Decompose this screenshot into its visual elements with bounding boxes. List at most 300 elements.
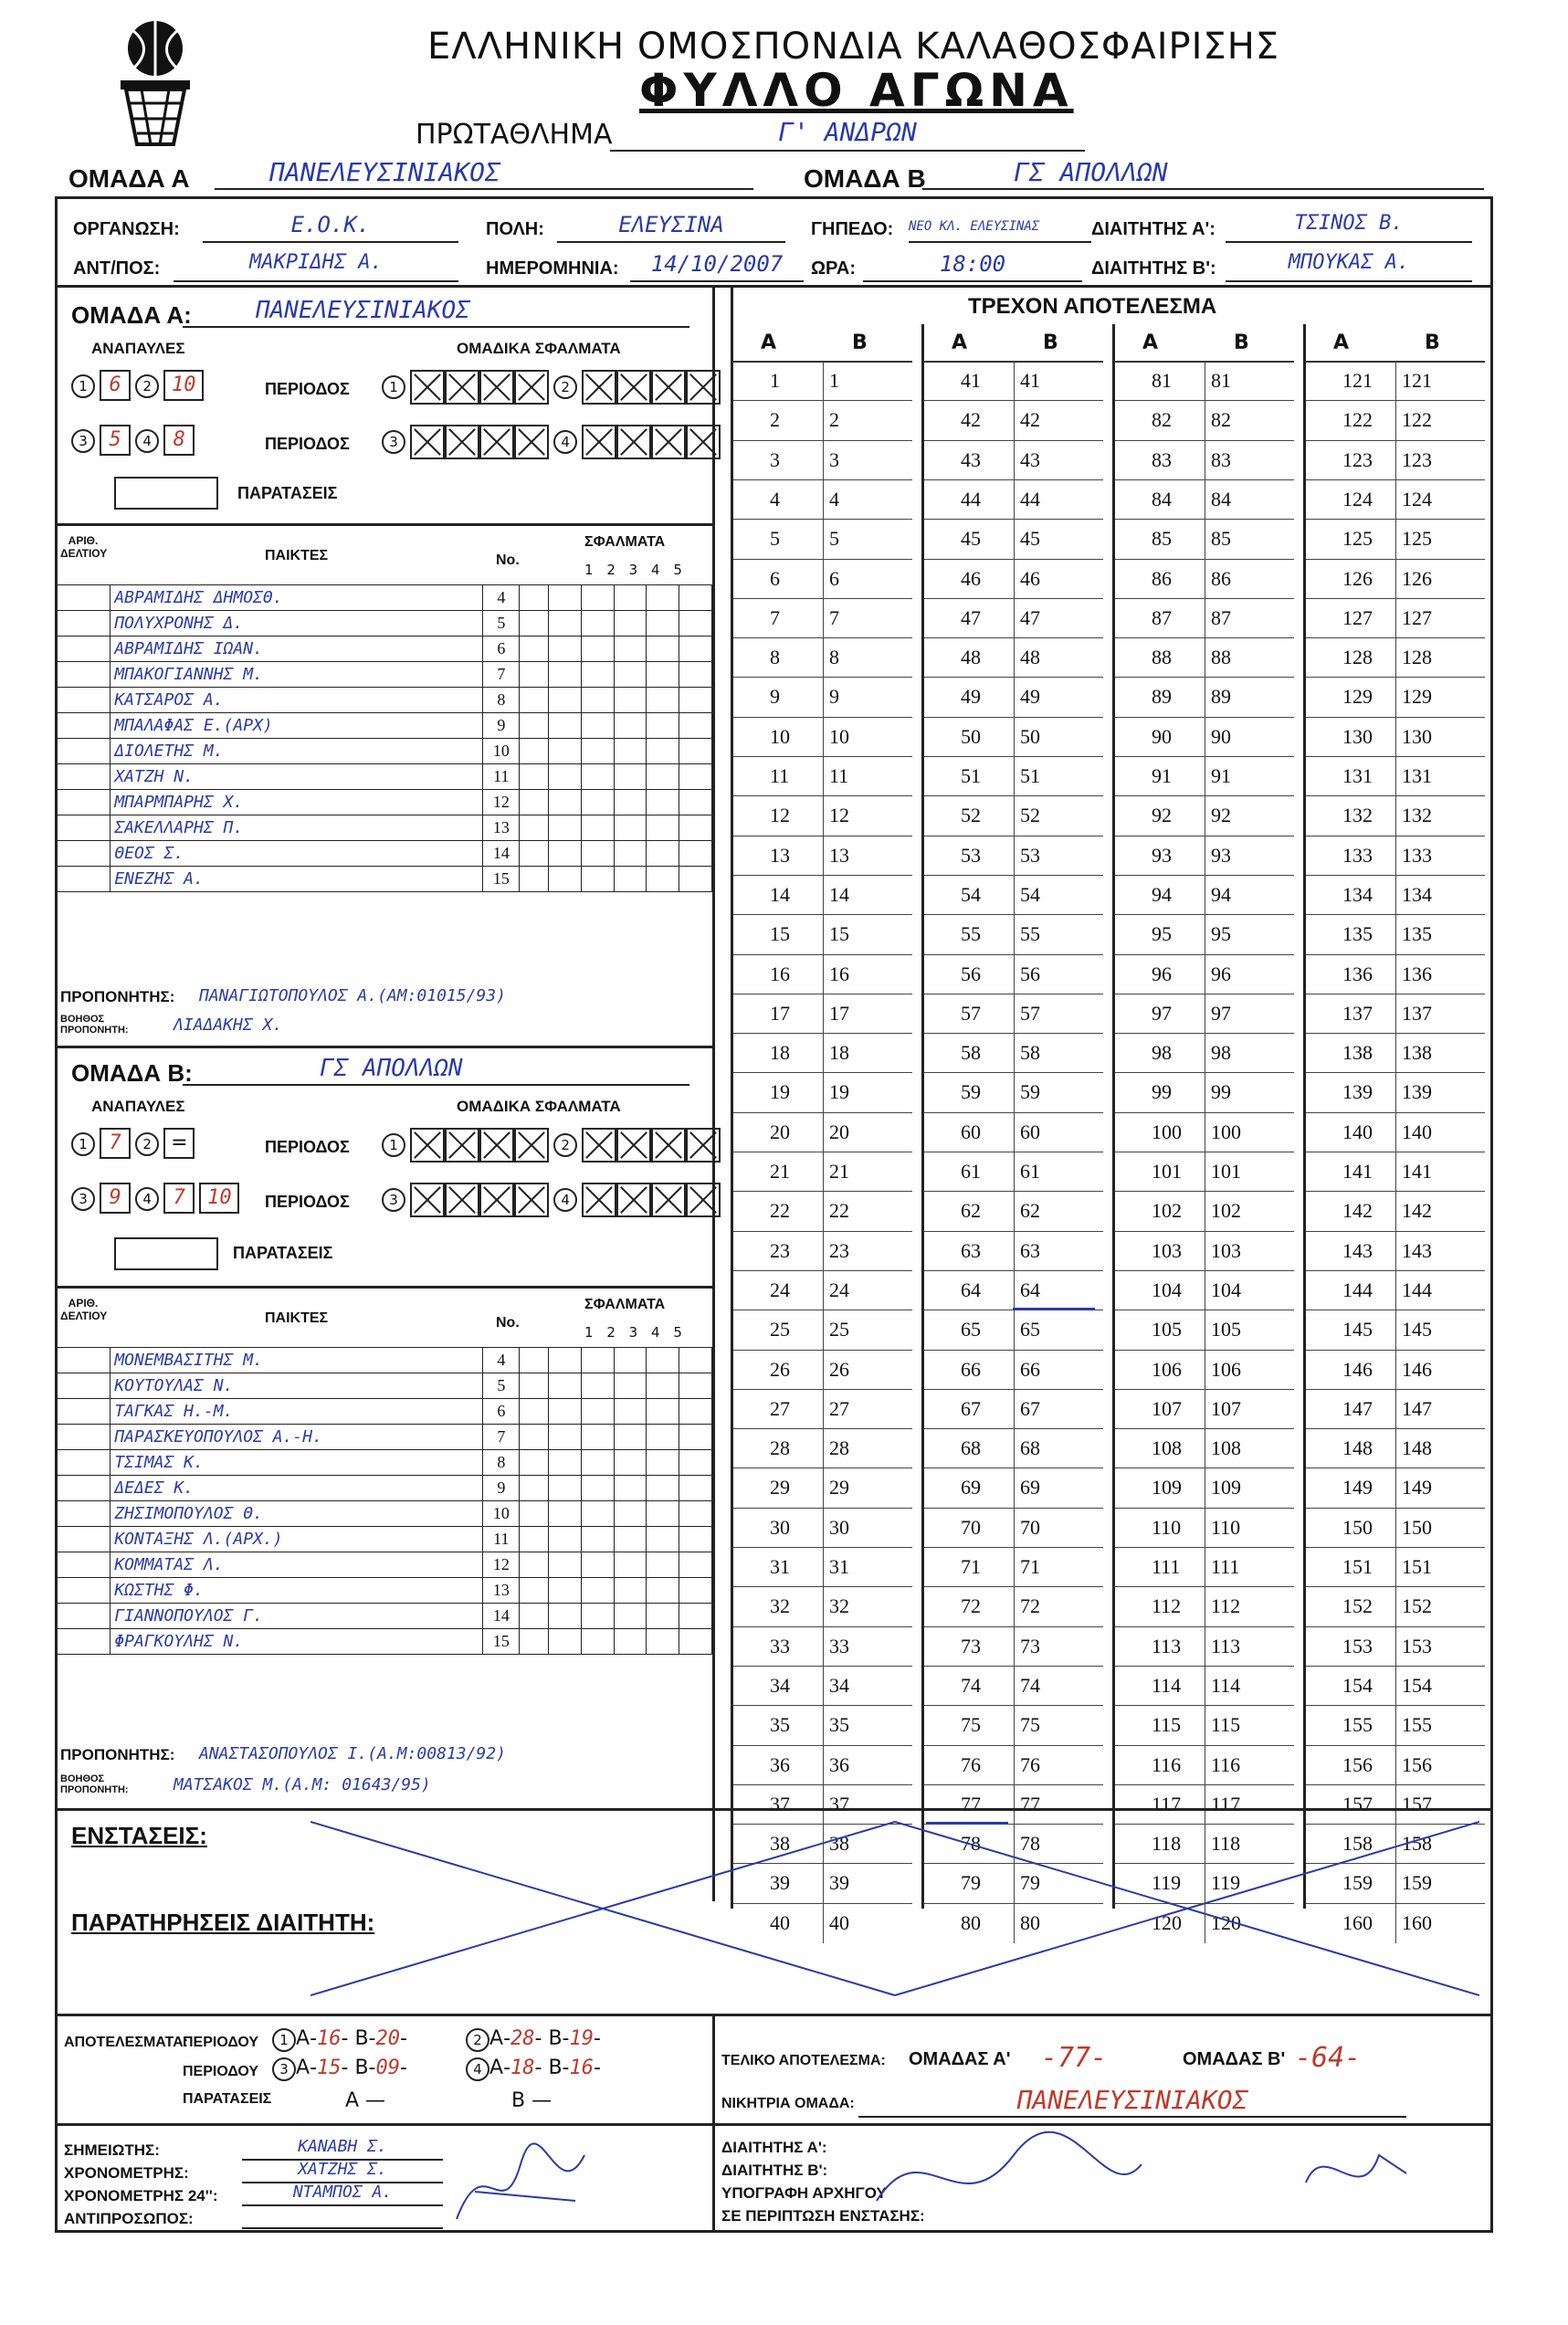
foul-cell (581, 841, 614, 867)
foul-cell (581, 1629, 614, 1655)
foul-cell (647, 585, 679, 611)
score-b-num: 99 (1211, 1080, 1231, 1104)
divider (55, 2014, 1493, 2016)
score-a-num: 18 (770, 1041, 790, 1065)
score-b-num: 131 (1402, 764, 1432, 787)
foul-cell (581, 1348, 614, 1373)
team-b-timeouts-row2 (71, 1183, 239, 1214)
score-b-num: 16 (829, 962, 849, 985)
divider (55, 1808, 1493, 1811)
score-a-num: 120 (1152, 1910, 1182, 1934)
score-b-num: 103 (1211, 1238, 1241, 1262)
foul-cell (647, 1373, 679, 1399)
score-a-num: 33 (770, 1634, 790, 1657)
foul-cell (679, 1552, 712, 1578)
score-row (733, 795, 912, 836)
score-b-num: 39 (829, 1871, 849, 1895)
score-row (733, 756, 912, 796)
divider-vertical (712, 285, 715, 1901)
team-b-coach: ΑΝΑΣΤΑΣΟΠΟΥΛΟΣ Ι.(Α.Μ:00813/92) (199, 1744, 506, 1763)
period-3-result: 3 Α-15- Β-09- (272, 2057, 407, 2081)
team-a-players-table (55, 584, 712, 892)
score-row (1115, 1428, 1294, 1468)
foul-cell (647, 713, 679, 739)
col-a-header: Α (1333, 331, 1350, 354)
period-label: ΠΕΡΙΟΔΟΣ (265, 435, 350, 453)
score-row (733, 1428, 912, 1468)
score-b-num: 141 (1402, 1160, 1432, 1183)
foul-cell (647, 739, 679, 764)
score-row (733, 1666, 912, 1706)
player-name: ΜΠΑΡΜΠΑΡΗΣ Χ. (110, 790, 483, 815)
score-b-num: 113 (1211, 1634, 1241, 1657)
player-number: 7 (483, 1425, 520, 1450)
played-cell (520, 1552, 549, 1578)
foul-cell (581, 739, 614, 764)
score-a-num: 4 (770, 487, 780, 510)
score-a-num: 158 (1342, 1832, 1373, 1856)
license-cell (56, 1476, 110, 1501)
license-cell (56, 1425, 110, 1450)
results-label: ΑΠΟΤΕΛΕΣΜΑΤΑ: (64, 2035, 188, 2050)
score-a-num: 32 (770, 1594, 790, 1618)
score-a-num: 61 (961, 1160, 981, 1183)
timeout-index: 1 (71, 374, 95, 398)
score-b-num: 51 (1020, 764, 1040, 787)
player-number: 13 (483, 1578, 520, 1604)
player-number: 8 (483, 1450, 520, 1476)
played-cell (520, 1476, 549, 1501)
team-a-label: ΟΜΑΔΑ Α (68, 164, 190, 193)
license-cell (56, 1399, 110, 1425)
license-cell (56, 1578, 110, 1604)
foul-cell (614, 1450, 647, 1476)
foul-cell (548, 764, 581, 790)
score-a-num: 139 (1342, 1080, 1373, 1104)
played-cell (520, 688, 549, 713)
team-b-assistant-label: ΒΟΗΘΟΣ ΠΡΟΠΟΝΗΤΗ: (60, 1773, 129, 1795)
score-a-num: 132 (1342, 804, 1373, 827)
score-b-num: 145 (1402, 1318, 1432, 1341)
score-column (921, 324, 1103, 1934)
score-row (1306, 1547, 1485, 1587)
score-row (1115, 559, 1294, 599)
score-row (1115, 994, 1294, 1034)
score-row (1115, 479, 1294, 520)
score-b-num: 6 (829, 566, 839, 590)
player-name: ΓΙΑΝΝΟΠΟΥΛΟΣ Γ. (110, 1604, 483, 1629)
rep-line (242, 2205, 443, 2229)
score-b-num: 55 (1020, 922, 1040, 946)
score-row (1306, 1072, 1485, 1112)
timeout-index: 3 (71, 429, 95, 453)
divider (55, 285, 1493, 288)
player-row (56, 841, 712, 867)
score-a-num: 75 (961, 1713, 981, 1737)
score-row (1306, 756, 1485, 796)
score-a-num: 102 (1152, 1199, 1182, 1223)
team-a-section-name: ΠΑΝΕΛΕΥΣΙΝΙΑΚΟΣ (183, 297, 689, 328)
score-b-num: 42 (1020, 408, 1040, 432)
foul-cell (647, 867, 679, 892)
score-b-num: 34 (829, 1673, 849, 1697)
foul-cell (581, 867, 614, 892)
score-row (733, 1745, 912, 1785)
championship-label: ΠΡΩΤΑΘΛΗΜΑ (416, 119, 613, 151)
foul-cell (548, 815, 581, 841)
played-cell (520, 739, 549, 764)
score-b-num: 53 (1020, 843, 1040, 867)
foul-cell (614, 1476, 647, 1501)
player-number: 5 (483, 1373, 520, 1399)
score-a-num: 1 (770, 369, 780, 392)
player-name: ΣΑΚΕΛΛΑΡΗΣ Π. (110, 815, 483, 841)
foul-cell (679, 1425, 712, 1450)
score-a-num: 17 (770, 1001, 790, 1025)
score-row (924, 1072, 1103, 1112)
score-row (1115, 717, 1294, 757)
score-row (924, 1033, 1103, 1073)
score-a-num: 9 (770, 685, 780, 709)
score-a-num: 118 (1152, 1832, 1182, 1856)
score-b-num: 111 (1211, 1555, 1240, 1578)
score-a-num: 127 (1342, 605, 1373, 629)
col-a-header: Α (761, 331, 777, 354)
played-cell (520, 1501, 549, 1527)
license-cell (56, 636, 110, 662)
score-a-num: 90 (1152, 724, 1172, 748)
score-a-num: 93 (1152, 843, 1172, 867)
score-row (1306, 559, 1485, 599)
score-row (1115, 1231, 1294, 1271)
score-a-num: 98 (1152, 1041, 1172, 1065)
score-column-header (1306, 324, 1485, 363)
foul-cell (548, 1578, 581, 1604)
score-row (1115, 1389, 1294, 1429)
score-a-num: 60 (961, 1120, 981, 1143)
period-1-result: 1 Α-16- Β-20- (272, 2027, 407, 2052)
score-b-num: 19 (829, 1080, 849, 1104)
foul-cell (548, 1399, 581, 1425)
federation-title: ΕΛΛΗΝΙΚΗ ΟΜΟΣΠΟΝΔΙΑ ΚΑΛΑΘΟΣΦΑΙΡΙΣΗΣ (427, 26, 1280, 68)
foul-cell (614, 1399, 647, 1425)
score-a-num: 106 (1152, 1357, 1182, 1381)
ref1-value: ΤΣΙΝΟΣ Β. (1226, 212, 1472, 243)
score-b-num: 48 (1020, 646, 1040, 669)
score-row (924, 400, 1103, 440)
foul-cell (647, 611, 679, 636)
score-b-num: 17 (829, 1001, 849, 1025)
score-a-num: 47 (961, 605, 981, 629)
fouls-header: ΣΦΑΛΜΑΤΑ (584, 534, 666, 550)
score-a-num: 81 (1152, 369, 1172, 392)
score-a-num: 64 (961, 1278, 981, 1301)
score-row (733, 1072, 912, 1112)
played-cell (520, 713, 549, 739)
score-row (733, 836, 912, 876)
foul-cell (679, 739, 712, 764)
overtime-label: ΠΑΡΑΤΑΣΕΙΣ (183, 2091, 272, 2107)
score-b-num: 150 (1402, 1515, 1432, 1539)
score-row (1115, 1270, 1294, 1310)
score-a-num: 146 (1342, 1357, 1373, 1381)
score-a-num: 65 (961, 1318, 981, 1341)
timeout-box: 5 (100, 425, 131, 456)
shot-clock-value: ΝΤΑΜΠΟΣ Α. (242, 2183, 443, 2206)
ref-b-sign-label: ΔΙΑΙΤΗΤΗΣ Β': (721, 2162, 828, 2179)
foul-cell (647, 1399, 679, 1425)
score-b-num: 133 (1402, 843, 1432, 867)
timeouts-label: ΑΝΑΠΑΥΛΕΣ (91, 340, 185, 357)
score-a-num: 11 (770, 764, 790, 787)
score-b-num: 92 (1211, 804, 1231, 827)
score-a-num: 21 (770, 1160, 790, 1183)
score-row (1115, 795, 1294, 836)
player-name: ΚΟΝΤΑΞΗΣ Λ.(ΑΡΧ.) (110, 1527, 483, 1552)
team-b-fouls-p3-p4: 3 4 (382, 1183, 721, 1217)
foul-cell (581, 662, 614, 688)
player-name: ΠΟΛΥΧΡΟΝΗΣ Δ. (110, 611, 483, 636)
foul-cell (581, 1604, 614, 1629)
score-b-num: 50 (1020, 724, 1040, 748)
winner-value: ΠΑΝΕΛΕΥΣΙΝΙΑΚΟΣ (858, 2085, 1406, 2118)
score-b-num: 153 (1402, 1634, 1432, 1657)
foul-cell (581, 611, 614, 636)
score-a-num: 69 (961, 1476, 981, 1499)
team-b-section-label: ΟΜΑΔΑ Β: (71, 1059, 193, 1087)
score-row (924, 1270, 1103, 1310)
score-row (1306, 1705, 1485, 1745)
score-b-num: 159 (1402, 1871, 1432, 1895)
score-row (1115, 1666, 1294, 1706)
score-a-num: 59 (961, 1080, 981, 1104)
scorer-label: ΣΗΜΕΙΩΤΗΣ: (64, 2141, 160, 2159)
score-a-num: 43 (961, 447, 981, 471)
score-b-num: 139 (1402, 1080, 1432, 1104)
ref2-label: ΔΙΑΙΤΗΤΗΣ Β': (1091, 258, 1216, 279)
played-cell (520, 1578, 549, 1604)
no-header: No. (496, 552, 520, 568)
played-cell (520, 1399, 549, 1425)
score-b-num: 124 (1402, 487, 1432, 510)
score-row (1115, 1626, 1294, 1667)
score-row (1115, 1745, 1294, 1785)
score-b-num: 57 (1020, 1001, 1040, 1025)
score-row (1306, 440, 1485, 480)
foul-cell (548, 1348, 581, 1373)
score-row (1306, 1745, 1485, 1785)
score-row (924, 1428, 1103, 1468)
score-b-num: 59 (1020, 1080, 1040, 1104)
player-row (56, 1348, 712, 1373)
timer-label: ΧΡΟΝΟΜΕΤΡΗΣ: (64, 2164, 189, 2182)
score-b-num: 62 (1020, 1199, 1040, 1223)
score-b-num: 78 (1020, 1832, 1040, 1856)
timeout-index: 2 (135, 374, 159, 398)
foul-cell (548, 1425, 581, 1450)
foul-cell (679, 1476, 712, 1501)
score-b-num: 58 (1020, 1041, 1040, 1065)
score-a-num: 5 (770, 527, 780, 551)
city-value: ΕΛΕΥΣΙΝΑ (557, 212, 785, 243)
score-row (924, 1191, 1103, 1231)
score-b-num: 100 (1211, 1120, 1241, 1143)
license-cell (56, 1373, 110, 1399)
score-b-num: 90 (1211, 724, 1231, 748)
score-row (1306, 1389, 1485, 1429)
player-number: 7 (483, 662, 520, 688)
score-row (1306, 1152, 1485, 1192)
score-b-num: 35 (829, 1713, 849, 1737)
score-a-num: 155 (1342, 1713, 1373, 1737)
score-b-num: 110 (1211, 1515, 1241, 1539)
foul-cell (679, 688, 712, 713)
score-row (1115, 836, 1294, 876)
score-a-num: 91 (1152, 764, 1172, 787)
players-header: ΠΑΙΚΤΕΣ (265, 1310, 329, 1326)
score-row (924, 1350, 1103, 1390)
played-cell (520, 1373, 549, 1399)
timeout-box: 7 (100, 1128, 131, 1159)
score-b-num: 12 (829, 804, 849, 827)
score-a-num: 49 (961, 685, 981, 709)
score-a-num: 128 (1342, 646, 1373, 669)
score-b-num: 67 (1020, 1396, 1040, 1420)
score-a-num: 94 (1152, 882, 1172, 906)
foul-cell (581, 1399, 614, 1425)
score-row (1306, 717, 1485, 757)
score-row (1115, 1350, 1294, 1390)
score-b-num: 46 (1020, 566, 1040, 590)
score-b-num: 10 (829, 724, 849, 748)
foul-cell (614, 1501, 647, 1527)
player-name: ΚΩΣΤΗΣ Φ. (110, 1578, 483, 1604)
foul-cell (647, 1450, 679, 1476)
player-name: ΜΟΝΕΜΒΑΣΙΤΗΣ Μ. (110, 1348, 483, 1373)
score-row (1306, 1270, 1485, 1310)
protests-label: ΕΝΣΤΑΣΕΙΣ: (71, 1822, 207, 1849)
player-name: ΠΑΡΑΣΚΕΥΟΠΟΥΛΟΣ Α.-Η. (110, 1425, 483, 1450)
score-row (924, 519, 1103, 559)
foul-cell (679, 841, 712, 867)
player-number: 13 (483, 815, 520, 841)
score-b-num: 8 (829, 646, 839, 669)
score-row (924, 1666, 1103, 1706)
score-a-num: 13 (770, 843, 790, 867)
played-cell (520, 662, 549, 688)
score-a-num: 52 (961, 804, 981, 827)
score-b-num: 30 (829, 1515, 849, 1539)
score-b-num: 1 (829, 369, 839, 392)
timeout-box: 10 (163, 370, 204, 401)
score-a-num: 50 (961, 724, 981, 748)
signature (447, 2137, 594, 2237)
score-a-num: 108 (1152, 1436, 1182, 1460)
score-b-num: 83 (1211, 447, 1231, 471)
foul-cell (647, 1476, 679, 1501)
score-a-num: 111 (1152, 1555, 1181, 1578)
player-row (56, 867, 712, 892)
score-row (1306, 1586, 1485, 1626)
foul-numbers: 1 2 3 4 5 (584, 1324, 682, 1341)
score-row (924, 1468, 1103, 1508)
organizer-value: Ε.Ο.Κ. (203, 212, 458, 243)
score-row (733, 1508, 912, 1548)
team-a-value: ΠΑΝΕΛΕΥΣΙΝΙΑΚΟΣ (215, 157, 753, 190)
score-b-num: 98 (1211, 1041, 1231, 1065)
score-a-num: 23 (770, 1238, 790, 1262)
score-row (924, 1745, 1103, 1785)
player-name: ΑΒΡΑΜΙΔΗΣ ΙΩΑΝ. (110, 636, 483, 662)
score-row (924, 361, 1103, 401)
col-b-header: Β (1425, 331, 1440, 354)
score-a-num: 77 (961, 1792, 981, 1815)
score-a-num: 8 (770, 646, 780, 669)
player-number: 10 (483, 1501, 520, 1527)
player-name: ΜΠΑΛΑΦΑΣ Ε.(ΑΡΧ) (110, 713, 483, 739)
score-row (924, 1231, 1103, 1271)
score-b-num: 114 (1211, 1673, 1241, 1697)
score-a-num: 10 (770, 724, 790, 748)
score-row (924, 559, 1103, 599)
player-row (56, 688, 712, 713)
foul-cell (647, 764, 679, 790)
score-column-header (924, 324, 1103, 363)
score-row (1306, 1310, 1485, 1350)
timeouts-label: ΑΝΑΠΑΥΛΕΣ (91, 1098, 185, 1115)
score-b-num: 104 (1211, 1278, 1241, 1301)
player-row (56, 1425, 712, 1450)
divider (55, 1046, 712, 1048)
score-row (1306, 836, 1485, 876)
license-cell (56, 841, 110, 867)
score-row (924, 954, 1103, 994)
score-b-num: 68 (1020, 1436, 1040, 1460)
score-a-num: 134 (1342, 882, 1373, 906)
score-row (1115, 1152, 1294, 1192)
score-row (1306, 1112, 1485, 1152)
score-a-num: 42 (961, 408, 981, 432)
score-row (1115, 1072, 1294, 1112)
score-b-num: 105 (1211, 1318, 1241, 1341)
score-row (733, 1191, 912, 1231)
score-b-num: 93 (1211, 843, 1231, 867)
score-a-num: 38 (770, 1832, 790, 1856)
score-column (1112, 324, 1294, 1934)
score-a-num: 88 (1152, 646, 1172, 669)
player-row (56, 713, 712, 739)
player-number: 12 (483, 790, 520, 815)
score-a-num: 124 (1342, 487, 1373, 510)
score-b-num: 157 (1402, 1792, 1432, 1815)
foul-cell (581, 1476, 614, 1501)
score-a-num: 112 (1152, 1594, 1182, 1618)
foul-cell (679, 1399, 712, 1425)
score-a-num: 140 (1342, 1120, 1373, 1143)
team-b-players-table (55, 1347, 712, 1655)
players-header: ΠΑΙΚΤΕΣ (265, 548, 329, 563)
score-a-num: 125 (1342, 527, 1373, 551)
license-cell (56, 815, 110, 841)
score-row (733, 559, 912, 599)
score-a-num: 152 (1342, 1594, 1373, 1618)
team-a-fouls-p1-p2: 1 2 (382, 370, 721, 405)
score-a-num: 104 (1152, 1278, 1182, 1301)
score-a-num: 62 (961, 1199, 981, 1223)
foul-cell (679, 1348, 712, 1373)
time-value: 18:00 (863, 251, 1082, 282)
score-b-num: 127 (1402, 605, 1432, 629)
